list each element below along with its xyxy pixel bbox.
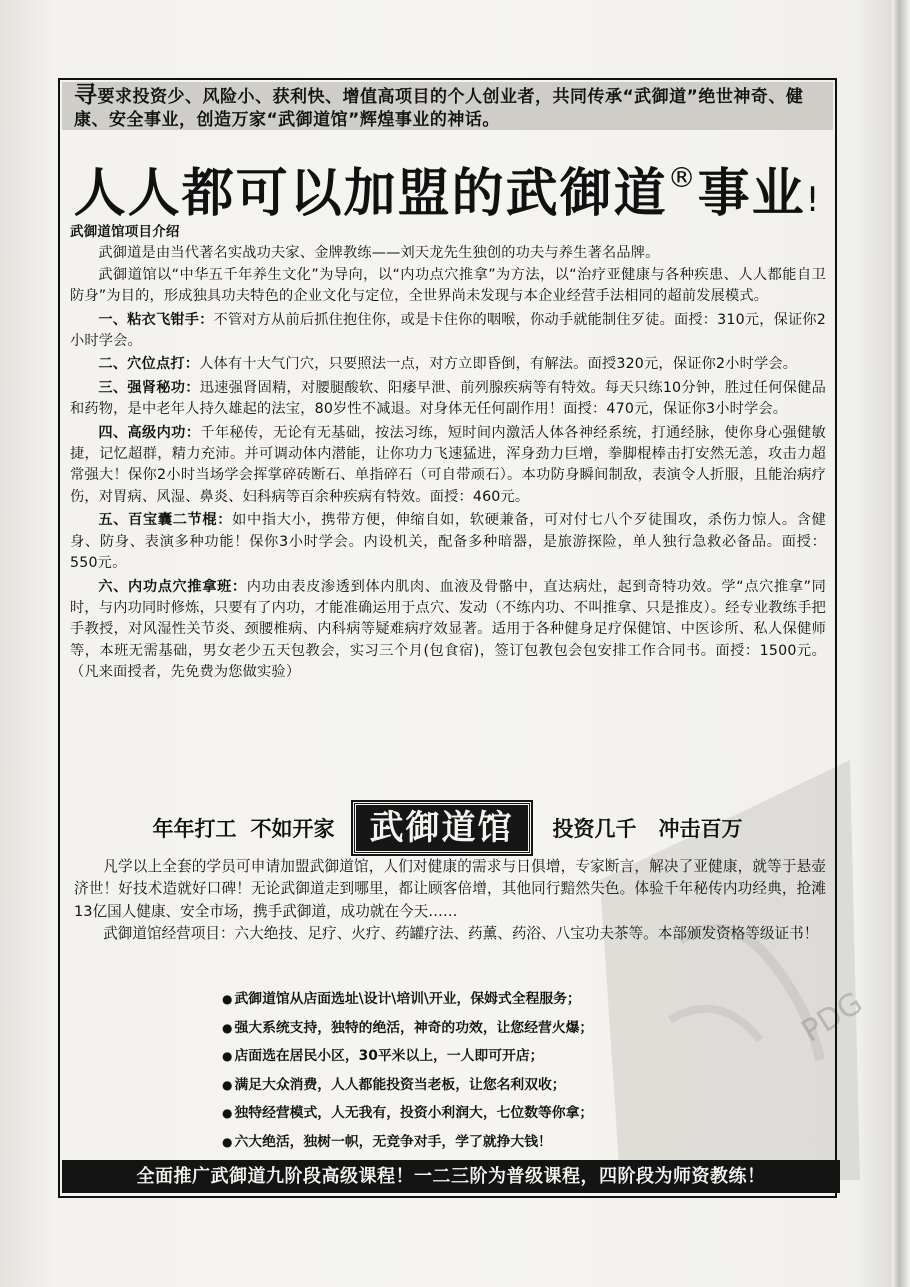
course-text: 千年秘传，无论有无基础，按法习练，短时间内激活人体各神经系统，打通经脉，使你身心强健敏捷，记忆超群，精力充沛。并可调动体内潜能，让你功力飞速猛进，浑身劲力巨增，拳脚棍棒击打安然无恙，攻击力超常强大！保你2小时当场学会挥掌碎砖断石、单指碎石（可自带顽石）。本功防身瞬间制敌，表演令人折服，且能治病疗伤，对胃病、风湿、鼻炎、妇科病等百余种疾病有特效。面授：460元。: [70, 424, 826, 505]
course-list: [70, 310, 826, 684]
course-item: [70, 378, 826, 421]
intro-section: [70, 222, 826, 684]
slogan-right-2: 冲击百万: [658, 817, 743, 841]
headline: [62, 138, 833, 224]
benefit-item: ● 六大绝活，独树一帜，无竞争对手，学了就挣大钱！: [222, 1128, 782, 1157]
slogan-right-1: 投资几千: [552, 817, 637, 841]
franchise-section: [74, 856, 826, 946]
watermark-text: PDG: [795, 985, 869, 1050]
course-item: [70, 577, 826, 684]
course-text: 不管对方从前后抓住抱住你，或是卡住你的咽喉，你动手就能制住歹徒。面授：310元，保证你2小时学会。: [70, 311, 826, 350]
benefit-item: ● 店面选在居民小区，30平米以上，一人即可开店；: [222, 1042, 782, 1071]
course-lead: 三、强肾秘功：: [98, 379, 200, 396]
headline-text-after: 事业: [697, 164, 806, 224]
course-lead: 六、内功点穴推拿班：: [98, 578, 247, 595]
intro-paragraph-1: 武御道是由当代著名实战功夫家、金牌教练——刘天龙先生独创的功夫与养生著名品牌。: [98, 245, 660, 262]
brand-logo: 武御道馆: [353, 802, 531, 854]
benefit-item: ● 独特经营模式，人无我有，投资小利润大，七位数等你拿；: [222, 1099, 782, 1128]
benefit-item: ● 满足大众消费，人人都能投资当老板，让您名利双收；: [222, 1071, 782, 1100]
top-banner-lead-char: 寻: [74, 82, 98, 108]
course-lead: 四、高级内功：: [98, 424, 201, 441]
course-item: [70, 354, 826, 375]
course-text: 内功由表皮渗透到体内肌肉、血液及骨骼中，直达病灶，起到奇特功效。学“点穴推拿”同时，与内功同时修炼，只要有了内功，才能准确运用于点穴、发动（不练内功、不叫推拿、只是推皮）。经专业教练手把手教授，对风湿性关节炎、颈腰椎病、内科病等疑难病疗效显著。适用于各种健身足疗保健馆、中医诊所、私人保健师等，本班无需基础，男女老少五天包教会，实习三个月(包食宿)，签订包教包会包安排工作合同书。面授：1500元。（凡来面授者，先免费为您做实验）: [70, 578, 826, 681]
course-item: [70, 310, 826, 353]
course-text: 人体有十大气门穴，只要照法一点，对方立即昏倒，有解法。面授320元，保证你2小时学会。: [199, 356, 798, 373]
course-lead: 一、粘衣飞钳手：: [98, 311, 214, 328]
headline-exclaim: !: [805, 180, 822, 220]
course-item: [70, 423, 826, 509]
course-lead: 五、百宝囊二节棍：: [98, 512, 233, 529]
benefit-item: ● 强大系统支持，独特的绝活，神奇的功效，让您经营火爆；: [222, 1014, 782, 1043]
course-item: [70, 510, 826, 574]
bottom-banner: 全面推广武御道九阶段高级课程！一二三阶为普级课程，四阶段为师资教练！: [62, 1160, 840, 1193]
headline-text: 人人都可以加盟的武御道: [73, 164, 668, 224]
franchise-paragraph-1: 凡学以上全套的学员可申请加盟武御道馆，人们对健康的需求与日俱增，专家断言，解决了亚健康，就等于悬壶济世！好技术造就好口碑！无论武御道走到哪里，都让顾客倍增，其他同行黯然失色。体验千年秘传内功经典，抢滩13亿国人健康、安全市场，携手武御道，成功就在今天……: [74, 858, 826, 920]
top-banner: [62, 82, 833, 130]
intro-paragraph-2: 武御道馆以“中华五千年养生文化”为导向，以“内功点穴推拿”为方法，以“治疗亚健康与各种疾患、人人都能自卫防身”为目的，形成独具功夫特色的企业文化与定位，全世界尚未发现与本企业经营手法相同的超前发展模式。: [70, 266, 826, 305]
course-lead: 二、穴位点打：: [98, 356, 200, 373]
benefit-item: ● 武御道馆从店面选址\设计\培训\开业，保姆式全程服务；: [222, 985, 782, 1014]
slogan-left-1: 年年打工: [152, 817, 237, 841]
course-text: 如中指大小，携带方便，伸缩自如，软硬兼备，可对付七八个歹徒围攻，杀伤力惊人。含健身、防身、表演多种功能！保你3小时学会。内设机关，配备多种暗器，是旅游探险，单人独行急救必备品。面授：550元。: [70, 512, 826, 572]
slogan-row: [62, 800, 833, 856]
benefit-list: [222, 985, 782, 1156]
registered-mark: ®: [667, 161, 698, 194]
page-gutter: [892, 0, 910, 1287]
slogan-left-2: 不如开家: [250, 817, 335, 841]
franchise-paragraph-2: 武御道馆经营项目：六大绝技、足疗、火疗、药罐疗法、药薰、药浴、八宝功夫茶等。本部颁发资格等级证书！: [103, 925, 819, 943]
top-banner-text: 要求投资少、风险小、获利快、增值高项目的个人创业者，共同传承“武御道”绝世神奇、健康、安全事业，创造万家“武御道馆”辉煌事业的神话。: [74, 87, 804, 130]
section-title: 武御道馆项目介绍: [70, 224, 180, 240]
course-text: 迅速强肾固精，对腰腿酸软、阳痿早泄、前列腺疾病等有特效。每天只练10分钟，胜过任何保健品和药物，是中老年人持久雄起的法宝，80岁性不减退。对身体无任何副作用！面授：470元，保证你3小时学会。: [70, 379, 826, 418]
